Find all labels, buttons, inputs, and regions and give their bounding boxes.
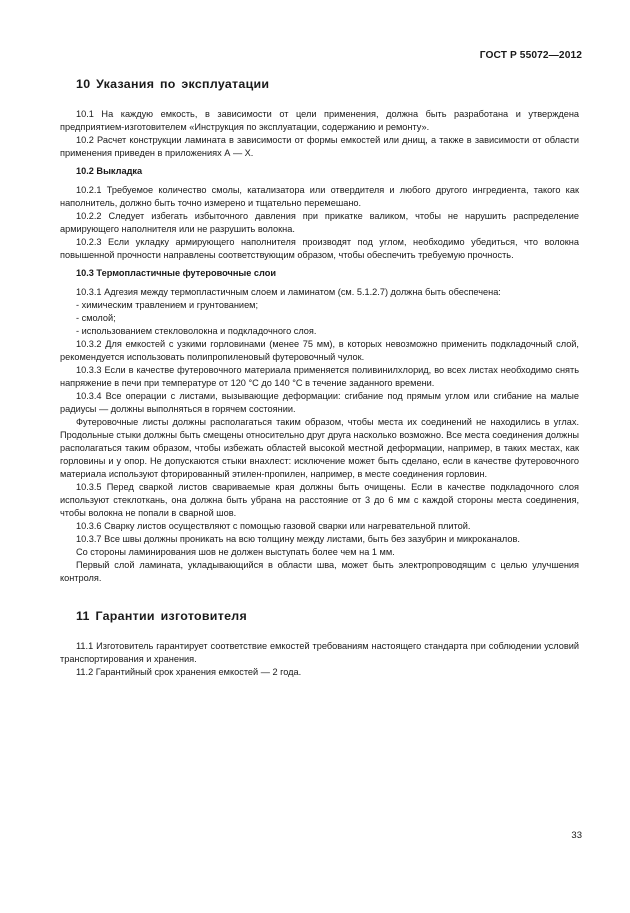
standard-header: ГОСТ Р 55072—2012 xyxy=(479,50,582,61)
paragraph-10-3-7: 10.3.7 Все швы должны проникать на всю толщину между листами, быть без зазубрин и микроканалов. xyxy=(76,534,520,544)
paragraph-10-3-4: 10.3.4 Все операции с листами, вызывающие деформации: сгибание под прямым углом или сгибание на малые радиусы — должны выполняться в горячем состоянии. xyxy=(60,391,579,414)
document-body xyxy=(60,78,579,679)
paragraph-seam: Со стороны ламинирования шов не должен выступать более чем на 1 мм. xyxy=(76,547,395,557)
paragraph-liners: Футеровочные листы должны располагаться таким образом, чтобы места их соединений не находились в углах. Продольные стыки должны быть смещены относительно друг друга насколько возможно. Все места соединения должны располагаться таким образом, чтобы избежать областей высокой местной деформации, например, в таких местах, как горловины и у опор. Не допускаются стыки внахлест: исключение может быть сделано, если в качестве футеровочного материала используют фторированный этилен-пропилен, например, в месте соединения горловин. xyxy=(60,417,579,479)
page-number: 33 xyxy=(571,830,582,841)
paragraph-first-layer: Первый слой ламината, укладывающийся в области шва, может быть электропроводящим с целью улучшения контроля. xyxy=(60,560,579,583)
paragraph-11-1: 11.1 Изготовитель гарантирует соответствие емкостей требованиям настоящего стандарта при соблюдении условий транспортирования и хранения. xyxy=(60,641,579,664)
paragraph-10-2: 10.2 Расчет конструкции ламината в зависимости от формы емкостей или днищ, а также в зависимости от области применения приведен в приложениях А — Х. xyxy=(60,135,579,158)
paragraph-11-2: 11.2 Гарантийный срок хранения емкостей — 2 года. xyxy=(76,667,302,677)
paragraph-10-3-6: 10.3.6 Сварку листов осуществляют с помощью газовой сварки или нагревательной плитой. xyxy=(76,521,471,531)
paragraph-10-2-2: 10.2.2 Следует избегать избыточного давления при прикатке валиком, чтобы не нарушить распределение армирующего наполнителя или не разрушить волокна. xyxy=(60,211,579,234)
section-10-heading: 10 Указания по эксплуатации xyxy=(76,77,270,91)
section-11-heading: 11 Гарантии изготовителя xyxy=(76,609,247,623)
paragraph-10-3-5: 10.3.5 Перед сваркой листов свариваемые края должны быть очищены. Если в качестве подкладочного слоя используют стеклоткань, она должна быть убрана на расстояние от 3 до 6 мм с каждой стороны места соединения, чтобы волокна не попали в сварной шов. xyxy=(60,482,579,518)
paragraph-10-3-2: 10.3.2 Для емкостей с узкими горловинами (менее 75 мм), в которых невозможно применить подкладочный слой, рекомендуется использовать полипропиленовый футеровочный чулок. xyxy=(60,339,579,362)
paragraph-10-2-3: 10.2.3 Если укладку армирующего наполнителя производят под углом, необходимо убедиться, что волокна повышенной прочности направлены соответствующим образом, чтобы обеспечить требуемую прочность. xyxy=(60,237,579,260)
paragraph-10-1: 10.1 На каждую емкость, в зависимости от цели применения, должна быть разработана и утверждена предприятием-изготовителем «Инструкция по эксплуатации, содержанию и ремонту». xyxy=(60,109,579,132)
list-item: - химическим травлением и грунтованием; xyxy=(76,300,259,310)
paragraph-10-3-1: 10.3.1 Адгезия между термопластичным слоем и ламинатом (см. 5.1.2.7) должна быть обеспечена: xyxy=(76,287,501,297)
paragraph-10-2-1: 10.2.1 Требуемое количество смолы, катализатора или отвердителя и любого другого ингредиента, такого как наполнитель, должно быть точно измерено и тщательно перемешано. xyxy=(60,185,579,208)
paragraph-10-3-3: 10.3.3 Если в качестве футеровочного материала применяется поливинилхлорид, во всех листах необходимо снять напряжение в печи при температуре от 120 °С до 140 °С в течение заданного времени. xyxy=(60,365,579,388)
list-item: - смолой; xyxy=(76,313,116,323)
list-item: - использованием стекловолокна и подкладочного слоя. xyxy=(76,326,317,336)
subsection-10-2-heading: 10.2 Выкладка xyxy=(76,166,143,176)
subsection-10-3-heading: 10.3 Термопластичные футеровочные слои xyxy=(76,268,276,278)
